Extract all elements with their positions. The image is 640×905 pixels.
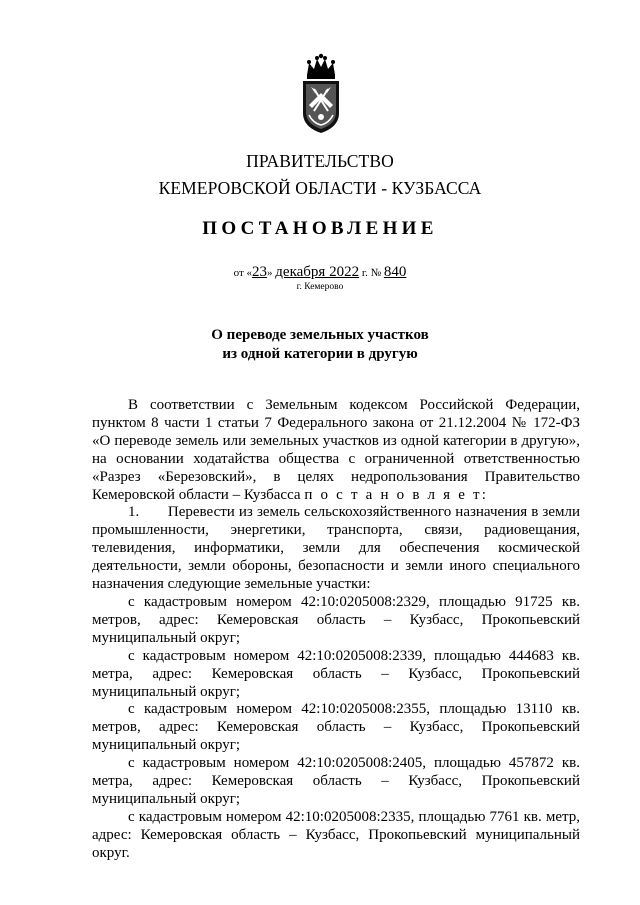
parcel-item: с кадастровым номером 42:10:0205008:2329, площадью 91725 кв. метров, адрес: Кемеровская область – Кузбасс, Прокопьевский муниципальный округ; [92, 593, 580, 646]
number-prefix: № [370, 267, 382, 279]
date-year-suffix: г. [361, 267, 368, 279]
subject-line2: из одной категории в другую [222, 346, 418, 362]
document-type: ПОСТАНОВЛЕНИЕ [202, 218, 438, 239]
item-1-text: Перевести из земель сельскохозяйственного назначения в земли промышленности, энергетики, транспорта, связи, радиовещания, телевидения, информатики, земли для обеспечения космической деятельности, земли обороны, безопасности и земли иного специального назначения следующие земельные участки: [92, 504, 580, 593]
parcel-item: с кадастровым номером 42:10:0205008:2339, площадью 444683 кв. метра, адрес: Кемеровская область – Кузбасс, Прокопьевский муниципальный округ; [92, 647, 580, 700]
intro-text: В соответствии с Земельным кодексом Российской Федерации, пунктом 8 части 1 статьи 7 Федерального закона от 21.12.2004 № 172-ФЗ «О переводе земель или земельных участков из одной категории в другую», на основании ходатайства общества с ограниченной ответственностью «Разрез «Березовский», в целях недропользования Правительство Кемеровской области – Кузбасса [92, 397, 580, 503]
coat-of-arms-icon [299, 53, 343, 137]
date-line [0, 264, 640, 281]
date-mid: » [267, 267, 273, 279]
parcel-item: с кадастровым номером 42:10:0205008:2355, площадью 13110 кв. метров, адрес: Кемеровская область – Кузбасс, Прокопьевский муниципальный округ; [92, 701, 580, 754]
intro-paragraph [92, 397, 580, 504]
item-1 [92, 504, 580, 594]
document-number: 840 [383, 264, 407, 280]
date-day: 23 [252, 264, 268, 280]
document-body [92, 397, 580, 863]
date-month-year: декабря 2022 [275, 264, 360, 280]
item-1-number: 1. [128, 504, 140, 521]
city: г. Кемерово [296, 282, 344, 292]
parcel-item: с кадастровым номером 42:10:0205008:2405, площадью 457872 кв. метра, адрес: Кемеровская область – Кузбасс, Прокопьевский муниципальный округ; [92, 755, 580, 807]
subject-line1: О переводе земельных участков [211, 327, 429, 343]
date-prefix: от « [233, 267, 253, 279]
government-title-line1: ПРАВИТЕЛЬСТВО [246, 151, 394, 171]
government-title-line2: КЕМЕРОВСКОЙ ОБЛАСТИ - КУЗБАССА [158, 178, 482, 198]
resolves-word: п о с т а н о в л я е т: [304, 486, 489, 503]
parcel-item: с кадастровым номером 42:10:0205008:2335, площадью 7761 кв. метр, адрес: Кемеровская область – Кузбасс, Прокопьевский муниципальный округ. [92, 808, 580, 861]
